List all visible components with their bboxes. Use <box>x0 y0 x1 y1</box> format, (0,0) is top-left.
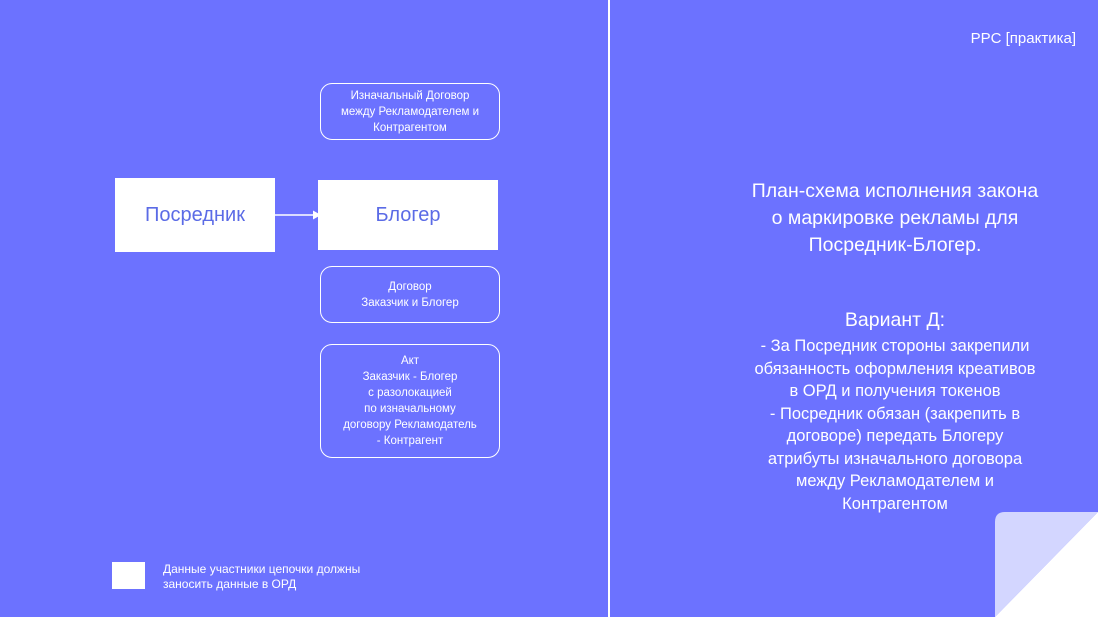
act-line-1: Акт <box>400 355 420 367</box>
scheme-title-line-3: Посредник-Блогер. <box>808 234 982 256</box>
legend-line-1: Данные участники цепочки должны <box>163 562 361 576</box>
scheme-title-line-1: План-схема исполнения закона <box>751 180 1039 202</box>
legend-line-2: заносить данные в ОРД <box>163 577 297 591</box>
act-line-5: договору Рекламодатель <box>343 419 477 431</box>
variant-block <box>700 307 1090 515</box>
original-contract-line-2: между Рекламодателем и <box>340 105 480 118</box>
original-contract-line-1: Изначальный Договор <box>350 89 470 102</box>
act-line-4: по изначальному <box>364 403 456 415</box>
variant-line-3: в ОРД и получения токенов <box>789 382 1001 400</box>
variant-description <box>700 335 1090 515</box>
arrow-posrednik-to-bloger <box>275 208 321 222</box>
variant-line-5: договоре) передать Блогеру <box>786 427 1004 445</box>
variant-line-1: - За Посредник стороны закрепили <box>760 337 1030 355</box>
scheme-title-line-2: о маркировке рекламы для <box>771 207 1019 229</box>
act-line-6: - Контрагент <box>376 435 444 447</box>
course-label: PPC [практика] <box>970 30 1076 47</box>
bloger-label: Блогер <box>375 203 441 226</box>
vertical-divider <box>608 0 610 617</box>
variant-line-8: Контрагентом <box>842 494 948 513</box>
act-line-2: Заказчик - Блогер <box>362 371 458 383</box>
page-corner-fold <box>995 512 1098 617</box>
posrednik-node <box>115 178 275 252</box>
bloger-node <box>318 180 498 250</box>
original-contract-line-3: Контрагентом <box>373 121 447 134</box>
act-box <box>320 344 500 458</box>
legend-text <box>163 562 403 592</box>
contract-line-1: Договор <box>388 280 432 293</box>
variant-title: Вариант Д: <box>844 309 946 331</box>
posrednik-label: Посредник <box>145 203 245 226</box>
contract-line-2: Заказчик и Блогер <box>361 296 459 309</box>
legend-swatch <box>112 562 145 589</box>
scheme-title <box>700 178 1090 259</box>
original-contract-box <box>320 83 500 140</box>
variant-line-6: атрибуты изначального договора <box>767 449 1023 468</box>
variant-line-4: - Посредник обязан (закрепить в <box>769 404 1021 423</box>
variant-line-7: между Рекламодателем и <box>795 472 995 490</box>
variant-line-2: обязанность оформления креативов <box>754 359 1036 378</box>
contract-box <box>320 266 500 323</box>
act-line-3: с разолокацией <box>368 387 452 399</box>
